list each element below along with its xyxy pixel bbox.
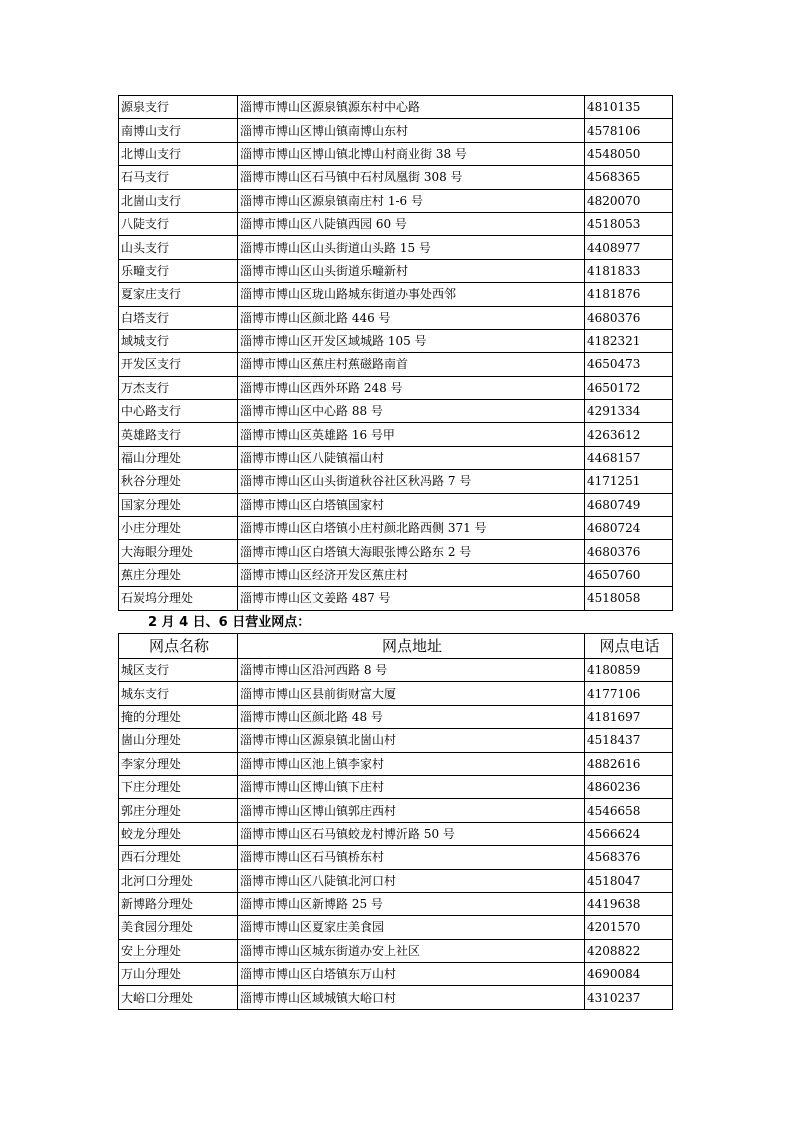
branch-phone-cell: 4680749	[585, 493, 673, 516]
branch-phone-cell: 4548050	[585, 142, 673, 165]
branch-name-cell: 山头支行	[119, 236, 238, 259]
branch-address-cell: 淄博市博山区山头街道秋谷社区秋冯路 7 号	[238, 470, 585, 493]
branch-phone-cell: 4518058	[585, 587, 673, 610]
branch-phone-cell: 4291334	[585, 400, 673, 423]
branch-phone-cell: 4680376	[585, 306, 673, 329]
branch-phone-cell: 4181876	[585, 283, 673, 306]
table-row	[119, 563, 673, 586]
branch-name-cell: 石马支行	[119, 166, 238, 189]
table-row	[119, 587, 673, 610]
table-row	[119, 892, 673, 915]
table-row	[119, 493, 673, 516]
branch-address-cell: 淄博市博山区新博路 25 号	[238, 892, 585, 915]
branch-name-cell: 英雄路支行	[119, 423, 238, 446]
branch-name-cell: 城东支行	[119, 682, 238, 705]
branch-name-cell: 域城支行	[119, 329, 238, 352]
table-row	[119, 869, 673, 892]
branch-address-cell: 淄博市博山区城东街道办安上社区	[238, 939, 585, 962]
branch-address-cell: 淄博市博山区石马镇桥东村	[238, 846, 585, 869]
branch-phone-cell: 4650760	[585, 563, 673, 586]
branch-phone-cell: 4180859	[585, 659, 673, 682]
branch-phone-cell: 4546658	[585, 799, 673, 822]
table-row	[119, 705, 673, 728]
table-row	[119, 682, 673, 705]
branch-address-cell: 淄博市博山区石马镇中石村凤凰街 308 号	[238, 166, 585, 189]
branch-name-cell: 万山分理处	[119, 963, 238, 986]
table-row	[119, 376, 673, 399]
table-header-row	[119, 634, 673, 659]
branch-address-cell: 淄博市博山区颜北路 446 号	[238, 306, 585, 329]
branch-address-cell: 淄博市博山区池上镇李家村	[238, 752, 585, 775]
branch-name-cell: 福山分理处	[119, 446, 238, 469]
branch-name-cell: 美食园分理处	[119, 916, 238, 939]
branch-address-cell: 淄博市博山区源泉镇北崮山村	[238, 729, 585, 752]
branch-address-cell: 淄博市博山区域城镇大峪口村	[238, 986, 585, 1009]
branch-address-cell: 淄博市博山区珑山路城东街道办事处西邻	[238, 283, 585, 306]
table-row	[119, 986, 673, 1009]
branch-address-cell: 淄博市博山区夏家庄美食园	[238, 916, 585, 939]
branch-phone-cell: 4518053	[585, 212, 673, 235]
table-row	[119, 400, 673, 423]
branch-name-cell: 源泉支行	[119, 96, 238, 119]
branch-address-cell: 淄博市博山区博山镇北博山村商业街 38 号	[238, 142, 585, 165]
table-row	[119, 142, 673, 165]
branch-address-cell: 淄博市博山区经济开发区蕉庄村	[238, 563, 585, 586]
branch-address-cell: 淄博市博山区博山镇郭庄西村	[238, 799, 585, 822]
branch-phone-cell: 4650473	[585, 353, 673, 376]
branch-phone-cell: 4468157	[585, 446, 673, 469]
header-branch-name: 网点名称	[119, 634, 238, 659]
branch-phone-cell: 4263612	[585, 423, 673, 446]
branch-name-cell: 北博山支行	[119, 142, 238, 165]
branch-address-cell: 淄博市博山区开发区域城路 105 号	[238, 329, 585, 352]
branch-phone-cell: 4568365	[585, 166, 673, 189]
branch-address-cell: 淄博市博山区县前街财富大厦	[238, 682, 585, 705]
table-row	[119, 659, 673, 682]
table-row	[119, 353, 673, 376]
branch-name-cell: 新博路分理处	[119, 892, 238, 915]
branch-address-cell: 淄博市博山区博山镇下庄村	[238, 775, 585, 798]
branch-address-cell: 淄博市博山区白塔镇国家村	[238, 493, 585, 516]
branch-name-cell: 蛟龙分理处	[119, 822, 238, 845]
branch-name-cell: 下庄分理处	[119, 775, 238, 798]
branch-phone-cell: 4650172	[585, 376, 673, 399]
table-row	[119, 916, 673, 939]
table-row	[119, 517, 673, 540]
branch-phone-cell: 4860236	[585, 775, 673, 798]
table-row	[119, 423, 673, 446]
table-row	[119, 470, 673, 493]
branch-address-cell: 淄博市博山区源泉镇南庄村 1-6 号	[238, 189, 585, 212]
branch-name-cell: 掩的分理处	[119, 705, 238, 728]
branch-name-cell: 崮山分理处	[119, 729, 238, 752]
branch-table-1-body	[119, 96, 673, 611]
header-branch-phone: 网点电话	[585, 634, 673, 659]
branch-name-cell: 李家分理处	[119, 752, 238, 775]
branch-address-cell: 淄博市博山区英雄路 16 号甲	[238, 423, 585, 446]
branch-name-cell: 石炭坞分理处	[119, 587, 238, 610]
branch-phone-cell: 4171251	[585, 470, 673, 493]
branch-name-cell: 北河口分理处	[119, 869, 238, 892]
branch-name-cell: 小庄分理处	[119, 517, 238, 540]
branch-address-cell: 淄博市博山区白塔镇小庄村颜北路西侧 371 号	[238, 517, 585, 540]
branch-phone-cell: 4810135	[585, 96, 673, 119]
table-row	[119, 799, 673, 822]
branch-name-cell: 开发区支行	[119, 353, 238, 376]
table-row	[119, 166, 673, 189]
table-row	[119, 729, 673, 752]
branch-name-cell: 城区支行	[119, 659, 238, 682]
branch-name-cell: 南博山支行	[119, 119, 238, 142]
branch-name-cell: 万杰支行	[119, 376, 238, 399]
table-row	[119, 540, 673, 563]
branch-address-cell: 淄博市博山区源泉镇源东村中心路	[238, 96, 585, 119]
branch-address-cell: 淄博市博山区白塔镇东万山村	[238, 963, 585, 986]
branch-address-cell: 淄博市博山区沿河西路 8 号	[238, 659, 585, 682]
branch-name-cell: 白塔支行	[119, 306, 238, 329]
table-row	[119, 259, 673, 282]
table-row	[119, 283, 673, 306]
branch-phone-cell: 4578106	[585, 119, 673, 142]
table-row	[119, 846, 673, 869]
branch-name-cell: 郭庄分理处	[119, 799, 238, 822]
section-heading: 2 月 4 日、6 日营业网点：	[148, 615, 311, 630]
table-row	[119, 329, 673, 352]
branch-name-cell: 蕉庄分理处	[119, 563, 238, 586]
table-row	[119, 446, 673, 469]
branch-phone-cell: 4419638	[585, 892, 673, 915]
branch-address-cell: 淄博市博山区八陡镇北河口村	[238, 869, 585, 892]
branch-name-cell: 秋谷分理处	[119, 470, 238, 493]
branch-phone-cell: 4310237	[585, 986, 673, 1009]
branch-address-cell: 淄博市博山区八陡镇福山村	[238, 446, 585, 469]
branch-phone-cell: 4680724	[585, 517, 673, 540]
branch-phone-cell: 4182321	[585, 329, 673, 352]
branch-address-cell: 淄博市博山区颜北路 48 号	[238, 705, 585, 728]
branch-name-cell: 安上分理处	[119, 939, 238, 962]
branch-phone-cell: 4518437	[585, 729, 673, 752]
branch-table-2-body	[119, 659, 673, 1010]
table-row	[119, 939, 673, 962]
branch-name-cell: 八陡支行	[119, 212, 238, 235]
branch-phone-cell: 4181833	[585, 259, 673, 282]
branch-address-cell: 淄博市博山区蕉庄村蕉磁路南首	[238, 353, 585, 376]
branch-name-cell: 北崮山支行	[119, 189, 238, 212]
branch-address-cell: 淄博市博山区山头街道山头路 15 号	[238, 236, 585, 259]
branch-name-cell: 乐疃支行	[119, 259, 238, 282]
branch-name-cell: 夏家庄支行	[119, 283, 238, 306]
branch-phone-cell: 4690084	[585, 963, 673, 986]
branch-address-cell: 淄博市博山区山头街道乐疃新村	[238, 259, 585, 282]
branch-address-cell: 淄博市博山区中心路 88 号	[238, 400, 585, 423]
branch-table-1	[118, 95, 673, 611]
branch-phone-cell: 4518047	[585, 869, 673, 892]
branch-phone-cell: 4181697	[585, 705, 673, 728]
branch-phone-cell: 4680376	[585, 540, 673, 563]
table-row	[119, 822, 673, 845]
branch-phone-cell: 4208822	[585, 939, 673, 962]
header-branch-address: 网点地址	[238, 634, 585, 659]
branch-phone-cell: 4568376	[585, 846, 673, 869]
branch-name-cell: 西石分理处	[119, 846, 238, 869]
branch-phone-cell: 4408977	[585, 236, 673, 259]
branch-name-cell: 大峪口分理处	[119, 986, 238, 1009]
branch-address-cell: 淄博市博山区博山镇南博山东村	[238, 119, 585, 142]
branch-address-cell: 淄博市博山区西外环路 248 号	[238, 376, 585, 399]
table-row	[119, 752, 673, 775]
branch-address-cell: 淄博市博山区白塔镇大海眼张博公路东 2 号	[238, 540, 585, 563]
branch-address-cell: 淄博市博山区八陡镇西园 60 号	[238, 212, 585, 235]
branch-phone-cell: 4201570	[585, 916, 673, 939]
table-row	[119, 963, 673, 986]
table-row	[119, 189, 673, 212]
branch-name-cell: 大海眼分理处	[119, 540, 238, 563]
table-row	[119, 96, 673, 119]
branch-phone-cell: 4820070	[585, 189, 673, 212]
branch-address-cell: 淄博市博山区文姜路 487 号	[238, 587, 585, 610]
table-row	[119, 119, 673, 142]
branch-phone-cell: 4566624	[585, 822, 673, 845]
branch-phone-cell: 4177106	[585, 682, 673, 705]
branch-phone-cell: 4882616	[585, 752, 673, 775]
table-row	[119, 775, 673, 798]
table-row	[119, 306, 673, 329]
table-row	[119, 212, 673, 235]
table-row	[119, 236, 673, 259]
branch-table-2	[118, 633, 673, 1010]
branch-name-cell: 中心路支行	[119, 400, 238, 423]
branch-name-cell: 国家分理处	[119, 493, 238, 516]
branch-address-cell: 淄博市博山区石马镇蛟龙村博沂路 50 号	[238, 822, 585, 845]
